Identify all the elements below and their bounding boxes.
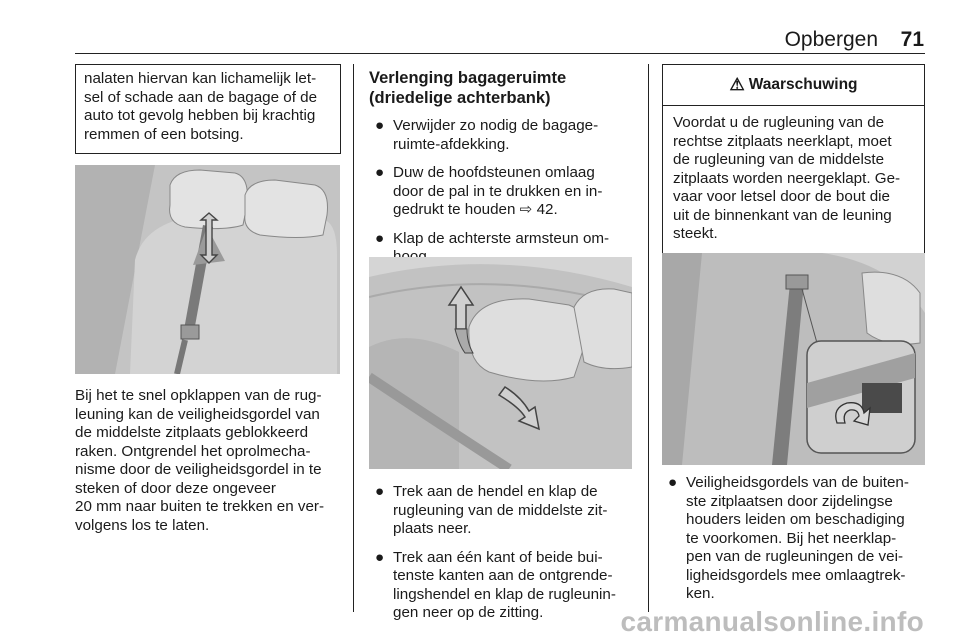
list-item-line: Klap de achterste armsteun om-: [393, 229, 610, 247]
bullet-icon: ●: [375, 483, 385, 500]
list-item-line: Trek aan één kant of beide bui-: [393, 548, 603, 566]
list-item: [369, 117, 639, 154]
list-item-line: door de pal in te drukken en in-: [393, 182, 603, 200]
list-item-line: gen neer op de zitting.: [393, 604, 544, 621]
warning-header: [663, 65, 924, 106]
seatbelt-retractor-illustration: [75, 165, 340, 374]
list-item-line: plaats neer.: [393, 520, 472, 537]
list-item-line: gedrukt te houden ⇨ 42.: [393, 201, 558, 218]
body-line: de middelste zitplaats geblokkeerd: [75, 424, 309, 441]
warning-triangle-icon: ⚠: [729, 74, 745, 94]
warning-line: vaar voor letsel door de bout die: [673, 188, 890, 205]
body-text: [75, 387, 347, 535]
warning-line: uit de binnenkant van de leuning: [673, 206, 892, 224]
page-number: 71: [900, 28, 924, 51]
bullet-list-col3: [662, 474, 932, 614]
list-item-line: rugleuning van de middelste zit-: [393, 501, 608, 519]
bullet-list-bottom: [369, 483, 641, 633]
header-rule: [75, 53, 925, 54]
bullet-icon: ●: [668, 474, 678, 491]
list-item-line: Duw de hoofdsteunen omlaag: [393, 164, 595, 181]
list-item-line: houders leiden om beschadiging: [686, 511, 905, 528]
section-heading-line: Verlenging bagageruimte: [369, 69, 567, 87]
caution-box-line: auto tot gevolg hebben bij krachtig: [84, 107, 316, 124]
body-line: volgens los te laten.: [75, 516, 210, 534]
list-item: [369, 483, 641, 539]
warning-body: [663, 106, 924, 244]
list-item-line: pen van de rugleuningen de vei-: [686, 548, 904, 565]
caution-box-line: nalaten hiervan kan lichamelijk let-: [84, 70, 317, 87]
list-item-line: ste zitplaatsen door zijdelingse: [686, 492, 893, 510]
warning-box: [662, 64, 925, 276]
warning-line: zitplaats worden neergeklapt. Ge-: [673, 169, 901, 187]
body-line: raken. Ontgrendel het oprolmecha-: [75, 442, 311, 460]
section-heading-line: (driedelige achterbank): [369, 89, 551, 107]
list-item-line: lingshendel en klap de rugleunin-: [393, 585, 616, 603]
bullet-icon: ●: [375, 164, 385, 181]
list-item-line: ken.: [686, 585, 715, 602]
body-line: nisme door de veiligheidsgordel in te: [75, 461, 322, 478]
caution-box-line: remmen of een botsing.: [84, 125, 244, 143]
list-item: [369, 164, 639, 220]
body-line: 20 mm naar buiten te trekken en ver-: [75, 498, 325, 515]
bullet-list-top: [369, 117, 639, 277]
caution-box: [75, 64, 341, 154]
warning-title: Waarschuwing: [748, 75, 858, 93]
watermark-text: carmanualsonline.info: [620, 606, 924, 637]
list-item-line: tenste kanten aan de ontgrende-: [393, 567, 613, 584]
warning-line: Voordat u de rugleuning van de: [673, 114, 885, 131]
list-item-line: te voorkomen. Bij het neerklap-: [686, 529, 897, 547]
list-item: [369, 549, 641, 623]
section-heading: [369, 68, 639, 108]
warning-line: steekt.: [673, 225, 718, 242]
page-header-title: Opbergen: [784, 28, 878, 51]
belt-holder-illustration: [662, 253, 925, 465]
seat-fold-illustration: [369, 257, 632, 469]
list-item-line: Trek aan de hendel en klap de: [393, 483, 598, 500]
body-line: steken of door deze ongeveer: [75, 479, 276, 497]
column-divider-1: [353, 64, 354, 612]
warning-line: rechtse zitplaats neerklapt, moet: [673, 132, 892, 150]
column-divider-2: [648, 64, 649, 612]
list-item-line: Veiligheidsgordels van de buiten-: [686, 474, 909, 491]
bullet-icon: ●: [375, 117, 385, 134]
body-line: Bij het te snel opklappen van de rug-: [75, 387, 322, 404]
bullet-icon: ●: [375, 548, 385, 566]
list-item: [662, 474, 932, 604]
bullet-icon: ●: [375, 229, 385, 247]
body-line: leuning kan de veiligheidsgordel van: [75, 405, 320, 423]
list-item-line: ligheidsgordels mee omlaagtrek-: [686, 566, 906, 584]
list-item-line: Verwijder zo nodig de bagage-: [393, 117, 599, 134]
warning-line: de rugleuning van de middelste: [673, 151, 885, 168]
caution-box-line: sel of schade aan de bagage of de: [84, 88, 318, 106]
list-item-line: ruimte-afdekking.: [393, 135, 510, 153]
